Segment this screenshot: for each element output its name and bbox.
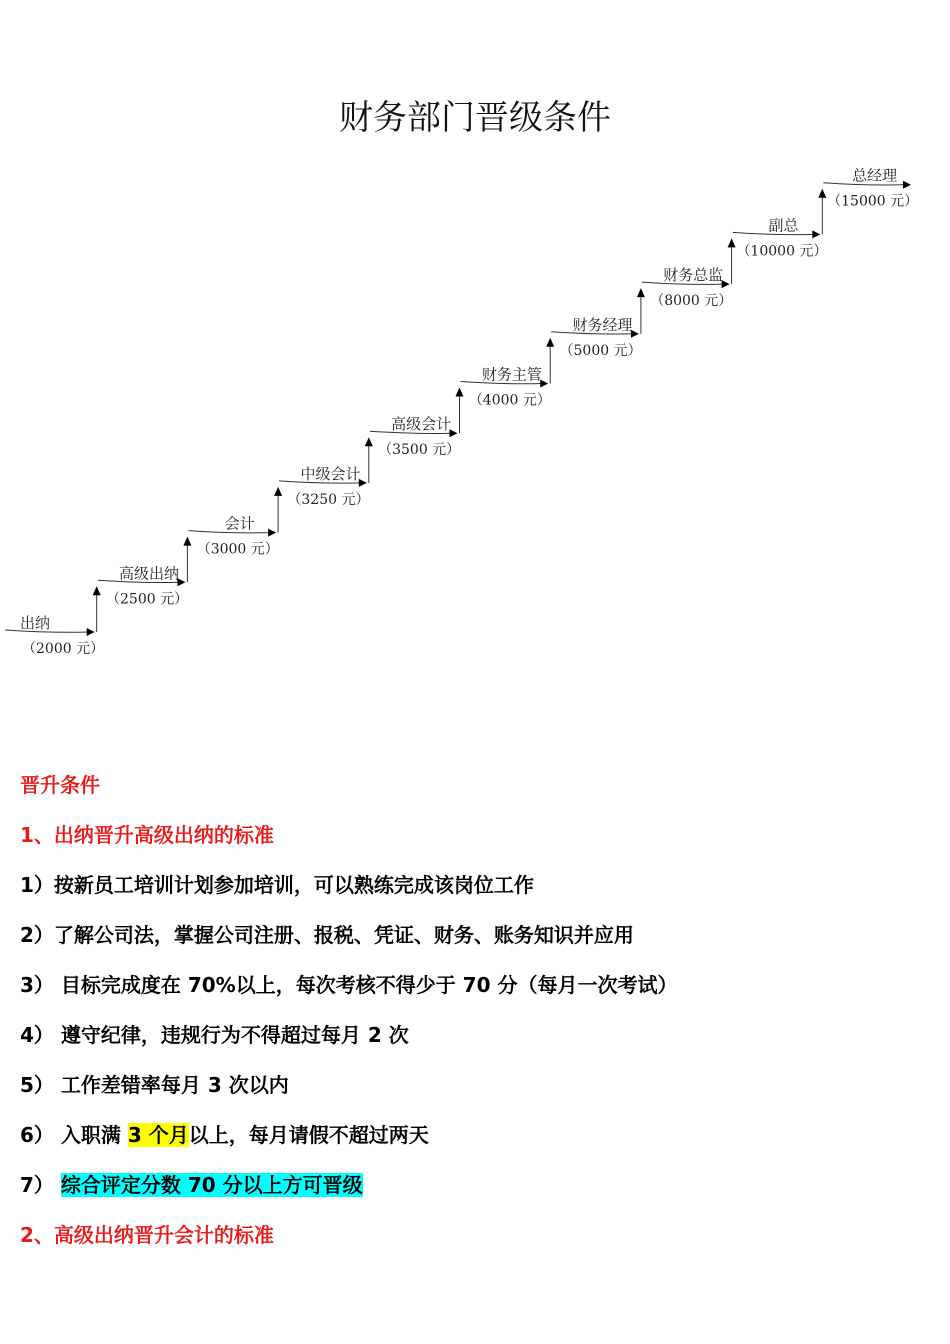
arrow-up-icon-6: [637, 288, 645, 297]
arrow-right-icon-0: [87, 628, 95, 636]
ladder-step-salary-3: （3250 元）: [287, 491, 370, 508]
arrow-up-icon-3: [365, 437, 373, 446]
condition-item-6-prefix: 6） 入职满: [20, 1123, 128, 1147]
ladder-step-salary-7: （8000 元）: [650, 293, 733, 310]
condition-item-6: [20, 1120, 920, 1170]
ladder-step-salary-8: （10000 元）: [736, 243, 828, 260]
arrow-right-icon-8: [812, 230, 820, 238]
promotion-ladder-diagram: [0, 150, 950, 680]
ladder-step-title-8: 副总: [768, 216, 799, 235]
condition-item-7-prefix: 7）: [20, 1173, 61, 1197]
condition-item-2: 2）了解公司法，掌握公司注册、报税、凭证、财务、账务知识并应用: [20, 923, 634, 947]
ladder-step-title-7: 财务总监: [663, 266, 724, 285]
condition-item-5: 5） 工作差错率每月 3 次以内: [20, 1073, 289, 1097]
arrow-up-icon-7: [728, 238, 736, 247]
ladder-step-salary-1: （2500 元）: [106, 591, 189, 608]
ladder-step-salary-6: （5000 元）: [559, 342, 642, 359]
ladder-step-title-3: 中级会计: [300, 464, 361, 483]
arrow-up-icon-5: [546, 338, 554, 347]
condition-item-6-suffix: 以上，每月请假不超过两天: [188, 1123, 429, 1147]
promotion-conditions: [20, 770, 920, 1270]
condition-item-6-highlight: 3 个月: [127, 1123, 189, 1147]
arrow-right-icon-9: [903, 181, 911, 189]
ladder-step-salary-5: （4000 元）: [468, 392, 551, 409]
arrow-up-icon-4: [456, 388, 464, 397]
ladder-step-title-4: 高级会计: [391, 415, 452, 434]
condition-item-7-highlight: 综合评定分数 70 分以上方可晋级: [60, 1173, 363, 1197]
ladder-step-title-6: 财务经理: [572, 315, 633, 334]
arrow-up-icon-1: [183, 537, 191, 546]
ladder-step-salary-4: （3500 元）: [378, 442, 461, 459]
ladder-step-title-0: 出纳: [20, 614, 51, 632]
ladder-step-title-5: 财务主管: [481, 365, 542, 384]
ladder-step-title-9: 总经理: [852, 166, 898, 185]
arrow-up-icon-2: [274, 487, 282, 496]
ladder-step-salary-2: （3000 元）: [196, 541, 279, 558]
condition-item-1: 1）按新员工培训计划参加培训，可以熟练完成该岗位工作: [20, 873, 534, 897]
section-1-title: 1、出纳晋升高级出纳的标准: [20, 823, 274, 847]
ladder-labels: [20, 167, 918, 657]
condition-item-3: 3） 目标完成度在 70%以上，每次考核不得少于 70 分（每月一次考试）: [20, 973, 678, 997]
document-title: 财务部门晋级条件: [339, 98, 611, 138]
condition-item-4: 4） 遵守纪律，违规行为不得超过每月 2 次: [20, 1023, 409, 1047]
section-2-title: 2、高级出纳晋升会计的标准: [20, 1223, 274, 1247]
conditions-heading: 晋升条件: [20, 773, 100, 797]
arrow-up-icon-8: [818, 189, 826, 198]
arrow-up-icon-0: [93, 586, 101, 595]
arrow-right-icon-2: [268, 529, 276, 537]
ladder-step-salary-0: （2000 元）: [22, 641, 105, 657]
ladder-step-title-2: 会计: [224, 514, 255, 533]
condition-item-7: [20, 1170, 920, 1220]
ladder-step-salary-9: （15000 元）: [827, 193, 919, 210]
ladder-step-title-1: 高级出纳: [119, 564, 180, 583]
